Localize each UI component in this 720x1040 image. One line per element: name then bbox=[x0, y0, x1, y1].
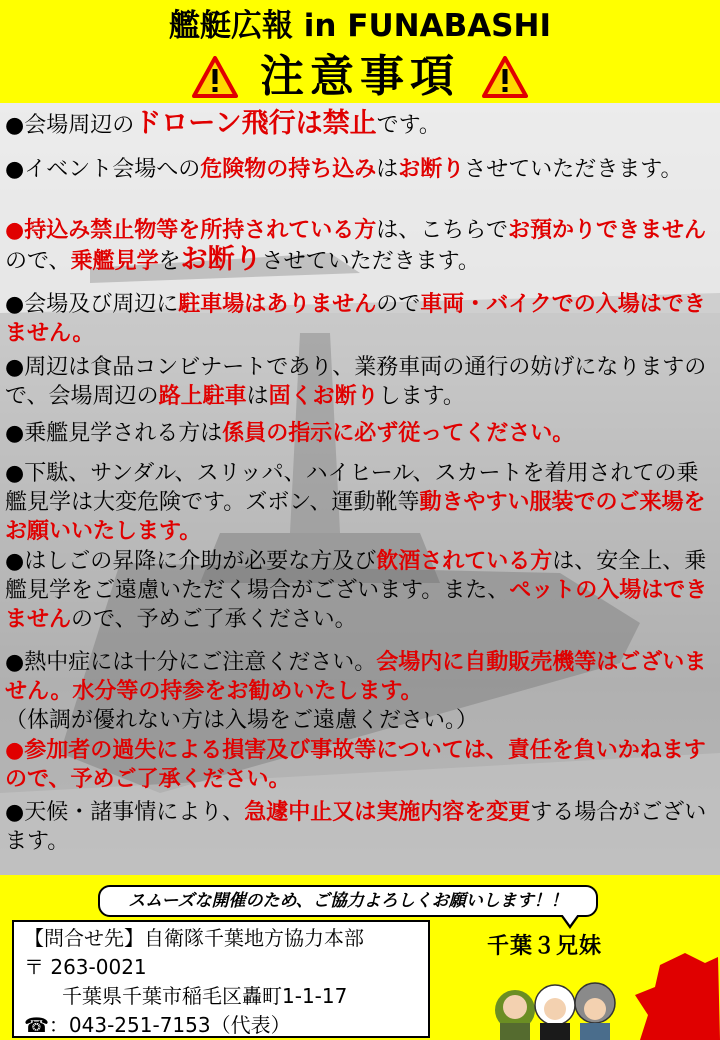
warning-triangle-icon bbox=[482, 56, 528, 98]
notice-text: ので、 bbox=[5, 249, 71, 274]
notice-text: ●熱中症には十分にご注意ください。 bbox=[5, 650, 377, 675]
notice-text: ●会場及び周辺に bbox=[5, 292, 179, 317]
notice-text: です。 bbox=[376, 113, 441, 138]
notice-emphasis: お断り bbox=[180, 244, 262, 275]
notice-emphasis: 急遽中止又は実施内容を変更 bbox=[244, 800, 531, 825]
notice-emphasis: 会場内に自動販売機等はございません。水分等の持参をお勧めいたします。 bbox=[5, 650, 707, 704]
notice-emphasis: ● bbox=[5, 218, 25, 243]
notice-item bbox=[5, 459, 711, 546]
notice-emphasis: 動きやすい服装でのご来場をお願いいたします。 bbox=[5, 490, 706, 544]
notice-item bbox=[5, 290, 711, 348]
notice-emphasis: 路上駐車 bbox=[158, 384, 247, 409]
notice-text: する場合がございます。 bbox=[5, 800, 707, 854]
contact-heading: 【問合せ先】自衛隊千葉地方協力本部 bbox=[24, 926, 364, 950]
notice-item bbox=[5, 353, 711, 411]
notice-text: は、こちらで bbox=[376, 218, 508, 243]
subtitle-row bbox=[0, 52, 720, 102]
notice-emphasis: 乗艦見学 bbox=[70, 249, 159, 274]
notice-emphasis: 危険物の持ち込み bbox=[200, 157, 377, 182]
page-title: 艦艇広報 in FUNABASHI bbox=[169, 8, 551, 44]
notice-item bbox=[5, 798, 711, 856]
notice-text: します。 bbox=[378, 384, 465, 409]
notice-item bbox=[5, 109, 711, 140]
notice-emphasis: ● bbox=[5, 738, 25, 763]
notice-item bbox=[5, 547, 711, 634]
notice-item bbox=[5, 216, 711, 276]
notice-item bbox=[5, 648, 711, 735]
notice-text: は、安全上、乗艦見学をご遠慮いただく場合がございます。また、 bbox=[5, 549, 707, 603]
notice-emphasis: 持込み禁止物等を所持されている方 bbox=[24, 218, 377, 243]
notice-text: させていただきます。 bbox=[261, 249, 480, 274]
subtitle: 注意事項 bbox=[260, 51, 460, 102]
notice-text: （体調が優れない方は入場をご遠慮ください。） bbox=[5, 708, 479, 733]
contact-address: 千葉県千葉市稲毛区轟町1-1-17 bbox=[62, 984, 348, 1008]
chiba-map-shape bbox=[635, 953, 720, 1040]
notice-item bbox=[5, 736, 711, 794]
notice-emphasis: 固くお断り bbox=[268, 384, 379, 409]
notice-emphasis: ペットの入場はできません bbox=[5, 578, 708, 632]
notice-emphasis: お預かりできません bbox=[508, 218, 707, 243]
cooperation-callout: スムーズな開催のため、ご協力よろしくお願いします！！ bbox=[98, 885, 598, 917]
notice-emphasis: 駐車場はありません bbox=[178, 292, 377, 317]
notice-text: は bbox=[376, 157, 399, 182]
notice-emphasis: 参加者の過失による損害及び事故等については、責任を負いかねますので、予めご了承ください。 bbox=[5, 738, 706, 792]
mascot-title: 千葉３兄妹 bbox=[487, 934, 603, 959]
notice-text: ●天候・諸事情により、 bbox=[5, 800, 245, 825]
notice-item bbox=[5, 155, 711, 184]
notice-text: を bbox=[158, 249, 181, 274]
warning-triangle-icon bbox=[192, 56, 238, 98]
notice-emphasis: お断り bbox=[398, 157, 465, 182]
notice-text: ●下駄、サンダル、スリッパ、ハイヒール、スカートを着用されての乗艦見学は大変危険です。ズボン、運動靴等 bbox=[5, 461, 699, 515]
contact-phone: ☎：043-251-7153（代表） bbox=[24, 1013, 291, 1037]
notice-text: ●周辺は食品コンビナートであり、業務車両の通行の妨げになりますので、会場周辺の bbox=[5, 355, 707, 409]
notice-emphasis: 車両・バイクでの入場はできません。 bbox=[5, 292, 706, 346]
notice-text: は bbox=[246, 384, 269, 409]
footer bbox=[0, 875, 720, 1040]
notice-item bbox=[5, 419, 711, 448]
notice-text: させていただきます。 bbox=[464, 157, 683, 182]
header bbox=[0, 0, 720, 103]
notice-text: ので bbox=[376, 292, 421, 317]
notice-text: ●乗艦見学される方は bbox=[5, 421, 223, 446]
notice-text: ●イベント会場への bbox=[5, 157, 201, 182]
notice-emphasis: ドローン飛行は禁止 bbox=[134, 108, 377, 139]
callout-tail-inner bbox=[562, 914, 578, 925]
notice-text: ので、予めご了承ください。 bbox=[71, 607, 357, 632]
notice-panel bbox=[0, 103, 720, 875]
contact-box bbox=[12, 920, 430, 1038]
notice-text: ●はしごの昇降に介助が必要な方及び bbox=[5, 549, 377, 574]
notice-emphasis: 飲酒されている方 bbox=[376, 549, 553, 574]
contact-postal: 〒 263-0021 bbox=[24, 955, 147, 979]
notice-text: ●会場周辺の bbox=[5, 113, 135, 138]
notice-emphasis: 係員の指示に必ず従ってください。 bbox=[222, 421, 575, 446]
